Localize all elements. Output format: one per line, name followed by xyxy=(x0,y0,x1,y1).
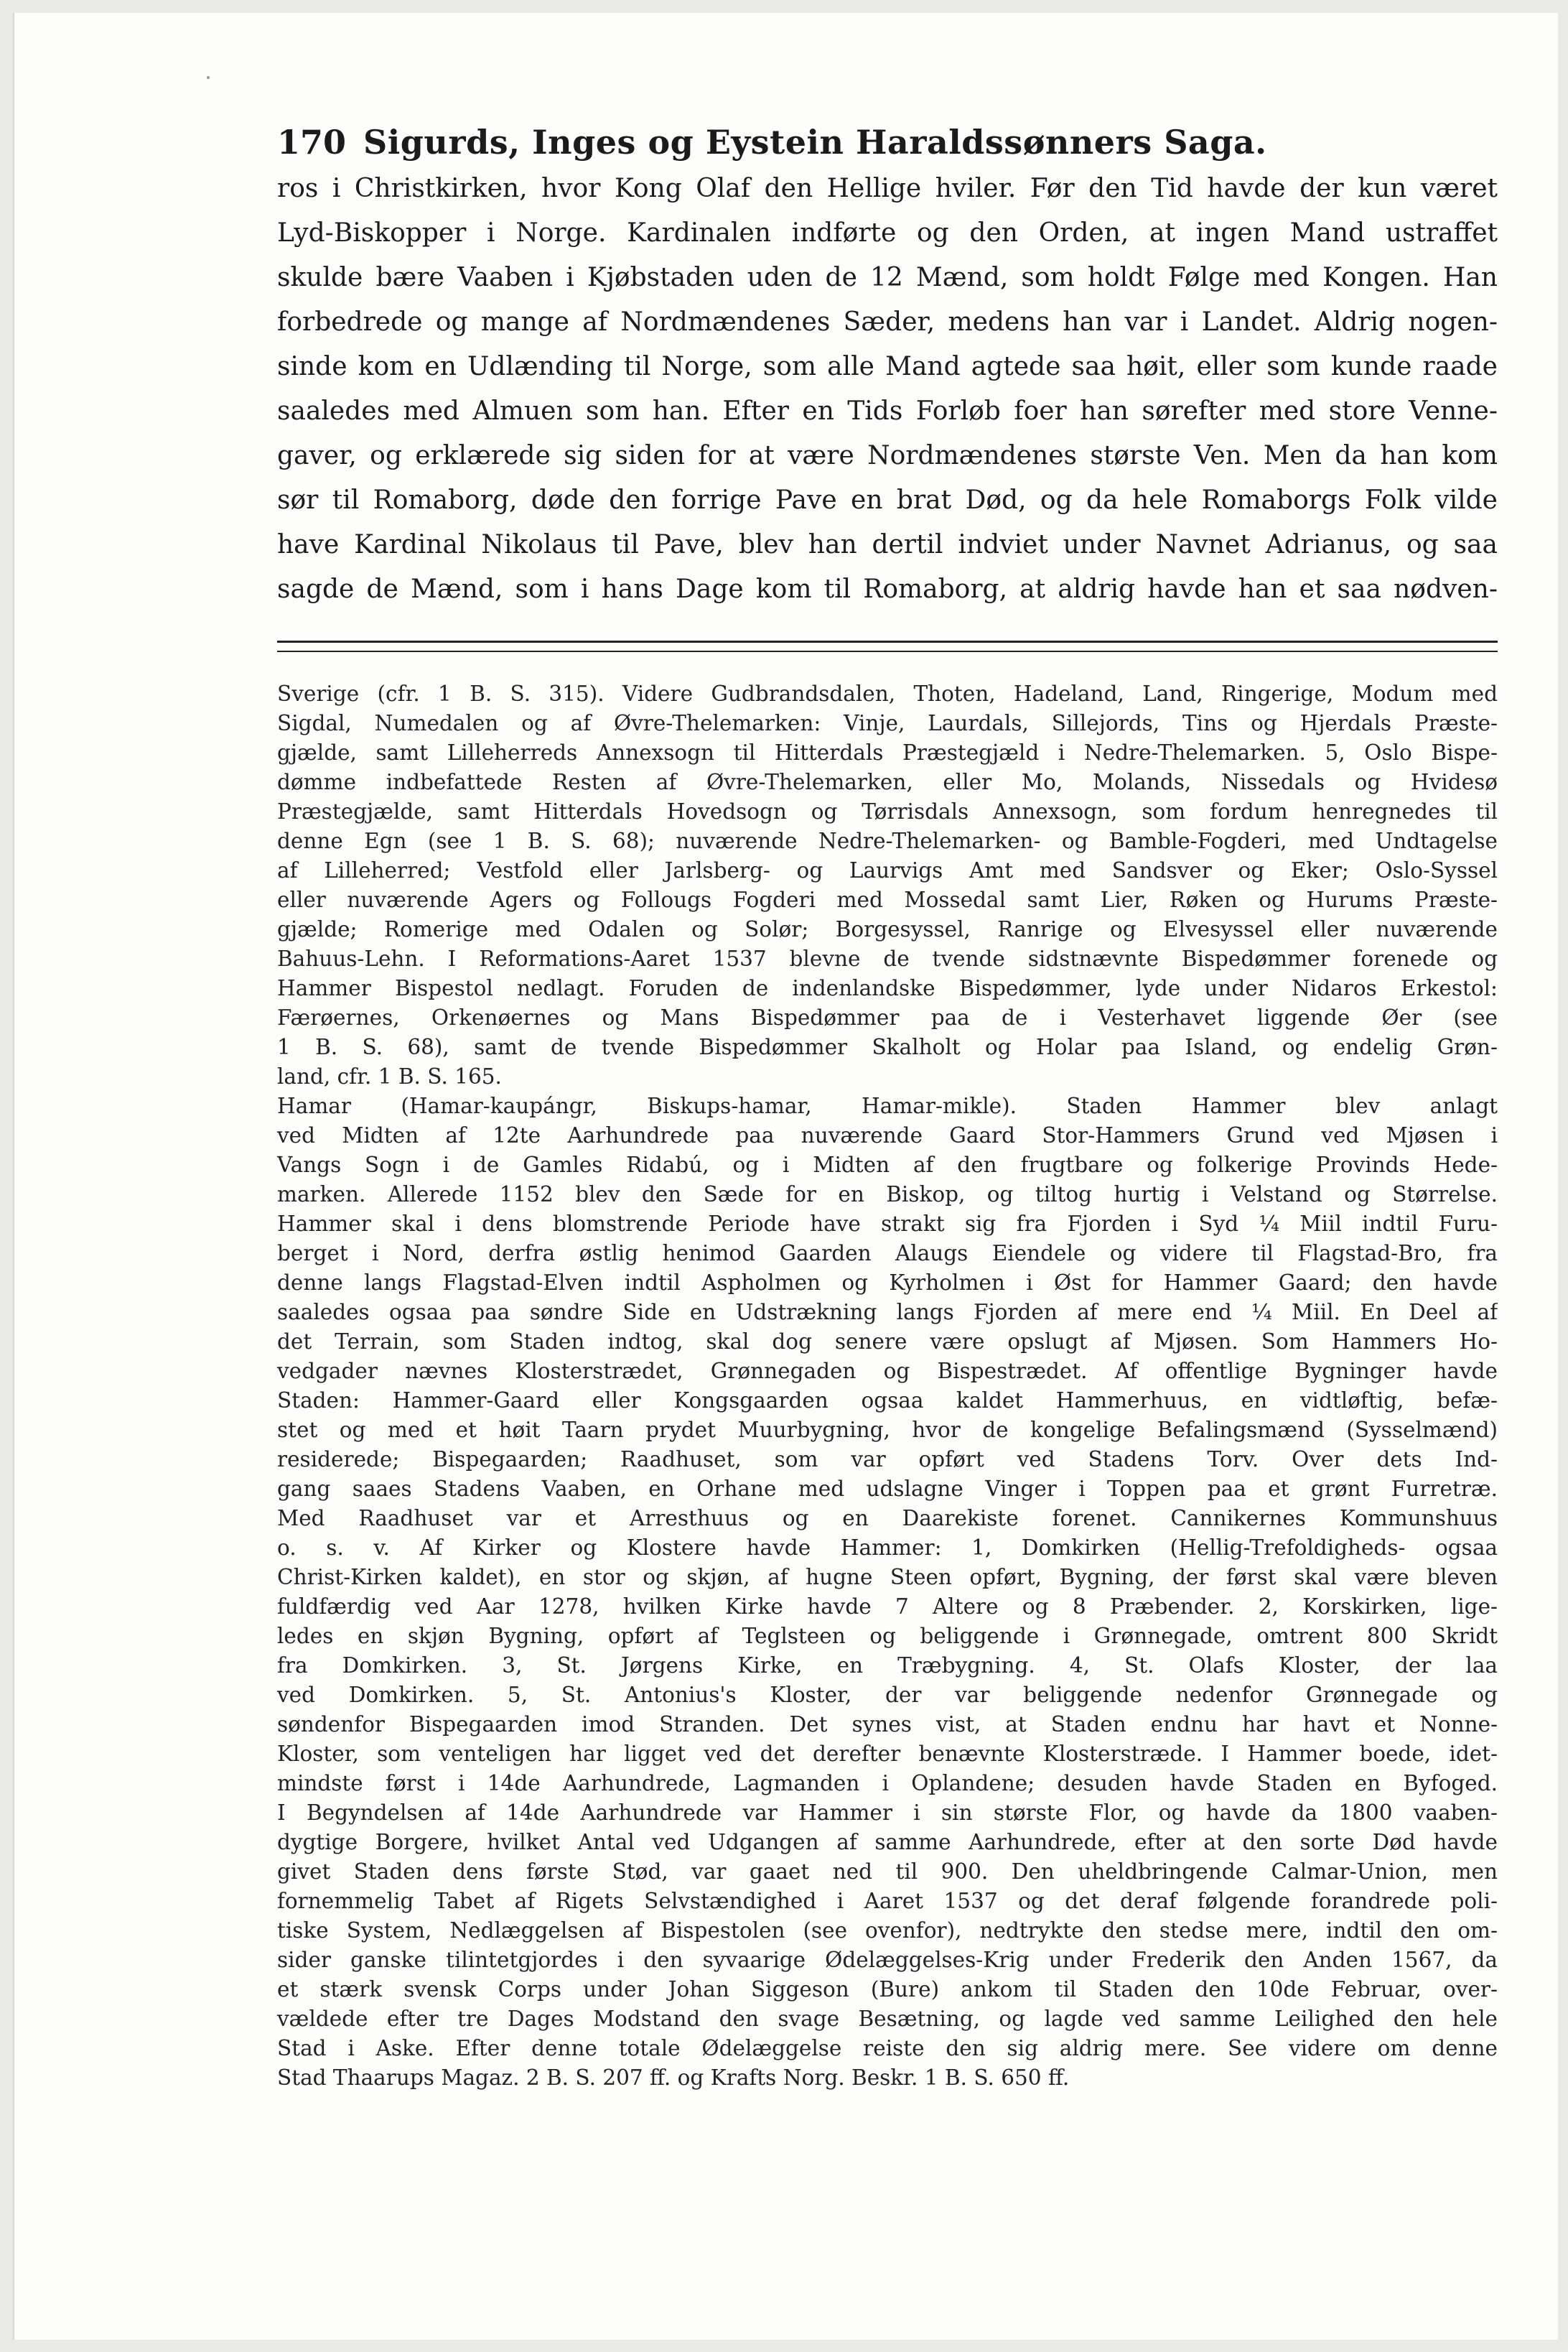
ink-speck xyxy=(207,76,210,79)
main-text-line: sinde kom en Udlænding til Norge, som alle Mand agtede saa høit, eller som kunde raade xyxy=(277,352,1498,381)
footnote-line: fuldfærdig ved Aar 1278, hvilken Kirke havde 7 Altere og 8 Præbender. 2, Korskirken, lige- xyxy=(277,1594,1498,1619)
page-content xyxy=(277,121,1498,2093)
footnote-line: ved Domkirken. 5, St. Antonius's Kloster, der var beliggende nedenfor Grønnegade og xyxy=(277,1683,1498,1707)
book-page xyxy=(13,13,1558,2340)
main-text-line: forbedrede og mange af Nordmændenes Sæder, medens han var i Landet. Aldrig nogen- xyxy=(277,307,1498,337)
footnote-line: vældede efter tre Dages Modstand den svage Besætning, og lagde ved samme Leilighed den hele xyxy=(277,2007,1498,2031)
footnote-line: marken. Allerede 1152 blev den Sæde for en Biskop, og tiltog hurtig i Velstand og Størrelse. xyxy=(277,1182,1498,1207)
footnote-line: fra Domkirken. 3, St. Jørgens Kirke, en Træbygning. 4, St. Olafs Kloster, der laa xyxy=(277,1653,1498,1678)
main-text-line: skulde bære Vaaben i Kjøbstaden uden de 12 Mænd, som holdt Følge med Kongen. Han xyxy=(277,263,1498,292)
footnote-line: Stad i Aske. Efter denne totale Ødelæggelse reiste den sig aldrig mere. See videre om denne xyxy=(277,2036,1498,2060)
footnote-line: tiske System, Nedlæggelsen af Bispestolen (see ovenfor), nedtrykte den stedse mere, indtil den om- xyxy=(277,1918,1498,1943)
footnote-separator-rule xyxy=(277,641,1498,652)
footnote-line: det Terrain, som Staden indtog, skal dog senere være opslugt af Mjøsen. Som Hammers Ho- xyxy=(277,1329,1498,1354)
main-text-line: have Kardinal Nikolaus til Pave, blev han dertil indviet under Navnet Adrianus, og saa xyxy=(277,530,1498,559)
main-text-line: Lyd-Biskopper i Norge. Kardinalen indførte og den Orden, at ingen Mand ustraffet xyxy=(277,218,1498,248)
main-text-line: gaver, og erklærede sig siden for at være Nordmændenes største Ven. Men da han kom xyxy=(277,441,1498,470)
footnote-line: Sigdal, Numedalen og af Øvre-Thelemarken: Vinje, Laurdals, Sillejords, Tins og Hjerdals Præste- xyxy=(277,711,1498,735)
main-text-line: sagde de Mænd, som i hans Dage kom til Romaborg, at aldrig havde han et saa nødven- xyxy=(277,575,1498,604)
main-text-block xyxy=(277,167,1498,612)
footnote-line: Med Raadhuset var et Arresthuus og en Daarekiste forenet. Cannikernes Kommunshuus xyxy=(277,1506,1498,1530)
footnote-line: sider ganske tilintetgjordes i den syvaarige Ødelæggelses-Krig under Frederik den Anden 1567, da xyxy=(277,1948,1498,1972)
footnote-line: eller nuværende Agers og Follougs Fogderi med Mossedal samt Lier, Røken og Hurums Præste- xyxy=(277,888,1498,912)
main-text-line: ros i Christkirken, hvor Kong Olaf den Hellige hviler. Før den Tid havde der kun været xyxy=(277,174,1498,203)
footnote-line: I Begyndelsen af 14de Aarhundrede var Hammer i sin største Flor, og havde da 1800 vaaben- xyxy=(277,1800,1498,1825)
main-text-line: saaledes med Almuen som han. Efter en Tids Forløb foer han sørefter med store Venne- xyxy=(277,396,1498,426)
footnote-line: Kloster, som venteligen har ligget ved det derefter benævnte Klosterstræde. I Hammer boede, idet- xyxy=(277,1742,1498,1766)
footnote-line: stet og med et høit Taarn prydet Muurbygning, hvor de kongelige Befalingsmænd (Sysselmænd) xyxy=(277,1418,1498,1442)
footnote-line: fornemmelig Tabet af Rigets Selvstændighed i Aaret 1537 og det deraf følgende forandrede poli- xyxy=(277,1889,1498,1913)
footnote-block xyxy=(277,679,1498,2093)
footnote-line: berget i Nord, derfra østlig henimod Gaarden Alaugs Eiendele og videre til Flagstad-Bro, fra xyxy=(277,1241,1498,1265)
running-title: Sigurds, Inges og Eystein Haraldssønners Saga. xyxy=(363,123,1267,162)
footnote-line: af Lilleherred; Vestfold eller Jarlsberg- og Laurvigs Amt med Sandsver og Eker; Oslo-Syssel xyxy=(277,858,1498,883)
main-text-line: sør til Romaborg, døde den forrige Pave en brat Død, og da hele Romaborgs Folk vilde xyxy=(277,485,1498,515)
footnote-line: Staden: Hammer-Gaard eller Kongsgaarden ogsaa kaldet Hammerhuus, en vidtløftig, befæ- xyxy=(277,1388,1498,1413)
footnote-line: denne langs Flagstad-Elven indtil Aspholmen og Kyrholmen i Øst for Hammer Gaard; den havde xyxy=(277,1270,1498,1295)
footnote-line: gang saaes Stadens Vaaben, en Orhane med udslagne Vinger i Toppen paa et grønt Furretræ. xyxy=(277,1477,1498,1501)
page-header xyxy=(277,121,1498,164)
footnote-line: dygtige Borgere, hvilket Antal ved Udgangen af samme Aarhundrede, efter at den sorte Død havde xyxy=(277,1830,1498,1854)
footnote-line: gjælde, samt Lilleherreds Annexsogn til Hitterdals Præstegjæld i Nedre-Thelemarken. 5, Oslo Bispe- xyxy=(277,740,1498,765)
footnote-line: vedgader nævnes Klosterstrædet, Grønnegaden og Bispestrædet. Af offentlige Bygninger havde xyxy=(277,1359,1498,1383)
footnote-line: Vangs Sogn i de Gamles Ridabú, og i Midten af den frugtbare og folkerige Provinds Hede- xyxy=(277,1153,1498,1177)
footnote-line: Sverige (cfr. 1 B. S. 315). Videre Gudbrandsdalen, Thoten, Hadeland, Land, Ringerige, Modum med xyxy=(277,682,1498,706)
footnote-line: 1 B. S. 68), samt de tvende Bispedømmer Skalholt og Holar paa Island, og endelig Grøn- xyxy=(277,1035,1498,1059)
footnote-line: Christ-Kirken kaldet), en stor og skjøn, af hugne Steen opført, Bygning, der først skal være bleven xyxy=(277,1565,1498,1589)
footnote-line: dømme indbefattede Resten af Øvre-Thelemarken, eller Mo, Molands, Nissedals og Hvidesø xyxy=(277,770,1498,794)
footnote-line: Stad Thaarups Magaz. 2 B. S. 207 ff. og Krafts Norg. Beskr. 1 B. S. 650 ff. xyxy=(277,2065,1070,2090)
footnote-line: gjælde; Romerige med Odalen og Solør; Borgesyssel, Ranrige og Elvesyssel eller nuværende xyxy=(277,917,1498,942)
footnote-line: saaledes ogsaa paa søndre Side en Udstrækning langs Fjorden af mere end ¼ Miil. En Deel af xyxy=(277,1300,1498,1324)
footnote-line: o. s. v. Af Kirker og Klostere havde Hammer: 1, Domkirken (Hellig-Trefoldigheds- ogsaa xyxy=(277,1535,1498,1560)
footnote-line: Hamar (Hamar-kaupángr, Biskups-hamar, Hamar-mikle). Staden Hammer blev anlagt xyxy=(277,1094,1498,1118)
footnote-line: land, cfr. 1 B. S. 165. xyxy=(277,1064,502,1089)
footnote-line: mindste først i 14de Aarhundrede, Lagmanden i Oplandene; desuden havde Staden en Byfoged. xyxy=(277,1771,1498,1795)
footnote-line: et stærk svensk Corps under Johan Siggeson (Bure) ankom til Staden den 10de Februar, over- xyxy=(277,1977,1498,2002)
footnote-line: Hammer skal i dens blomstrende Periode have strakt sig fra Fjorden i Syd ¼ Miil indtil Furu- xyxy=(277,1212,1498,1236)
footnote-line: søndenfor Bispegaarden imod Stranden. Det synes vist, at Staden endnu har havt et Nonne- xyxy=(277,1712,1498,1737)
footnote-line: ved Midten af 12te Aarhundrede paa nuværende Gaard Stor-Hammers Grund ved Mjøsen i xyxy=(277,1123,1498,1148)
footnote-line: Hammer Bispestol nedlagt. Foruden de indenlandske Bispedømmer, lyde under Nidaros Erkestol: xyxy=(277,976,1498,1000)
footnote-line: residerede; Bispegaarden; Raadhuset, som var opført ved Stadens Torv. Over dets Ind- xyxy=(277,1447,1498,1472)
footnote-line: Præstegjælde, samt Hitterdals Hovedsogn og Tørrisdals Annexsogn, som fordum henregnedes til xyxy=(277,799,1498,824)
footnote-line: givet Staden dens første Stød, var gaaet ned til 900. Den uheldbringende Calmar-Union, men xyxy=(277,1859,1498,1884)
footnote-line: ledes en skjøn Bygning, opført af Teglsteen og beliggende i Grønnegade, omtrent 800 Skridt xyxy=(277,1624,1498,1648)
footnote-line: denne Egn (see 1 B. S. 68); nuværende Nedre-Thelemarken- og Bamble-Fogderi, med Undtagelse xyxy=(277,829,1498,853)
page-number: 170 xyxy=(277,123,347,162)
footnote-line: Bahuus-Lehn. I Reformations-Aaret 1537 blevne de tvende sidstnævnte Bispedømmer forenede og xyxy=(277,947,1498,971)
footnote-line: Færøernes, Orkenøernes og Mans Bispedømmer paa de i Vesterhavet liggende Øer (see xyxy=(277,1005,1498,1030)
